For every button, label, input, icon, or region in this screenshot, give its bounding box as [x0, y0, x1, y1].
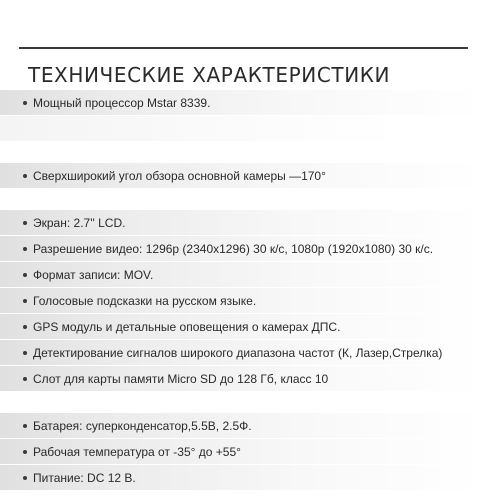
- bullet-icon: [23, 450, 27, 454]
- spec-text: Питание: DC 12 В.: [33, 470, 136, 485]
- spec-item-power: [0, 465, 500, 490]
- top-divider: [19, 47, 468, 49]
- spec-item-screen: [0, 210, 500, 235]
- spec-text: Мощный процессор Mstar 8339.: [33, 95, 211, 110]
- spec-text: Рабочая температура от -35° до +55°: [33, 444, 241, 459]
- section-heading: ТЕХНИЧЕСКИЕ ХАРАКТЕРИСТИКИ: [28, 63, 391, 87]
- spec-item-voice: [0, 288, 500, 313]
- spec-item-battery: [0, 413, 500, 438]
- spec-text: Формат записи: MOV.: [33, 267, 154, 282]
- bullet-icon: [23, 247, 27, 251]
- spec-item-detection: [0, 340, 500, 365]
- spec-list: [0, 90, 500, 491]
- bullet-icon: [23, 273, 27, 277]
- spec-text: Экран: 2.7'' LCD.: [33, 215, 126, 230]
- bullet-icon: [23, 299, 27, 303]
- bullet-icon: [23, 101, 27, 105]
- spec-text: GPS модуль и детальные оповещения о камерах ДПС.: [33, 319, 341, 334]
- spec-text: Батарея: суперконденсатор,5.5В, 2.5Ф.: [33, 418, 252, 433]
- bullet-icon: [23, 424, 27, 428]
- spec-text: Сверхширокий угол обзора основной камеры —170°: [33, 168, 326, 183]
- bullet-icon: [23, 221, 27, 225]
- spec-text: Слот для карты памяти Micro SD до 128 Гб, класс 10: [33, 371, 329, 386]
- bullet-icon: [23, 174, 27, 178]
- spec-text: Голосовые подсказки на русском языке.: [33, 293, 257, 308]
- spec-item-resolution: [0, 236, 500, 261]
- spec-item-viewing-angle: [0, 163, 500, 188]
- spec-item-gps: [0, 314, 500, 339]
- spec-item-processor: [0, 90, 500, 115]
- bullet-icon: [23, 476, 27, 480]
- bullet-icon: [23, 377, 27, 381]
- spec-item-temperature: [0, 439, 500, 464]
- bullet-icon: [23, 351, 27, 355]
- bullet-icon: [23, 325, 27, 329]
- spec-item-format: [0, 262, 500, 287]
- spec-text: Детектирование сигналов широкого диапазона частот (К, Лазер,Стрелка): [33, 345, 443, 360]
- spec-item-sd-slot: [0, 366, 500, 391]
- spec-row-empty: [0, 116, 500, 141]
- spec-text: Разрешение видео: 1296р (2340х1296) 30 к/с, 1080р (1920х1080) 30 к/с.: [33, 241, 434, 256]
